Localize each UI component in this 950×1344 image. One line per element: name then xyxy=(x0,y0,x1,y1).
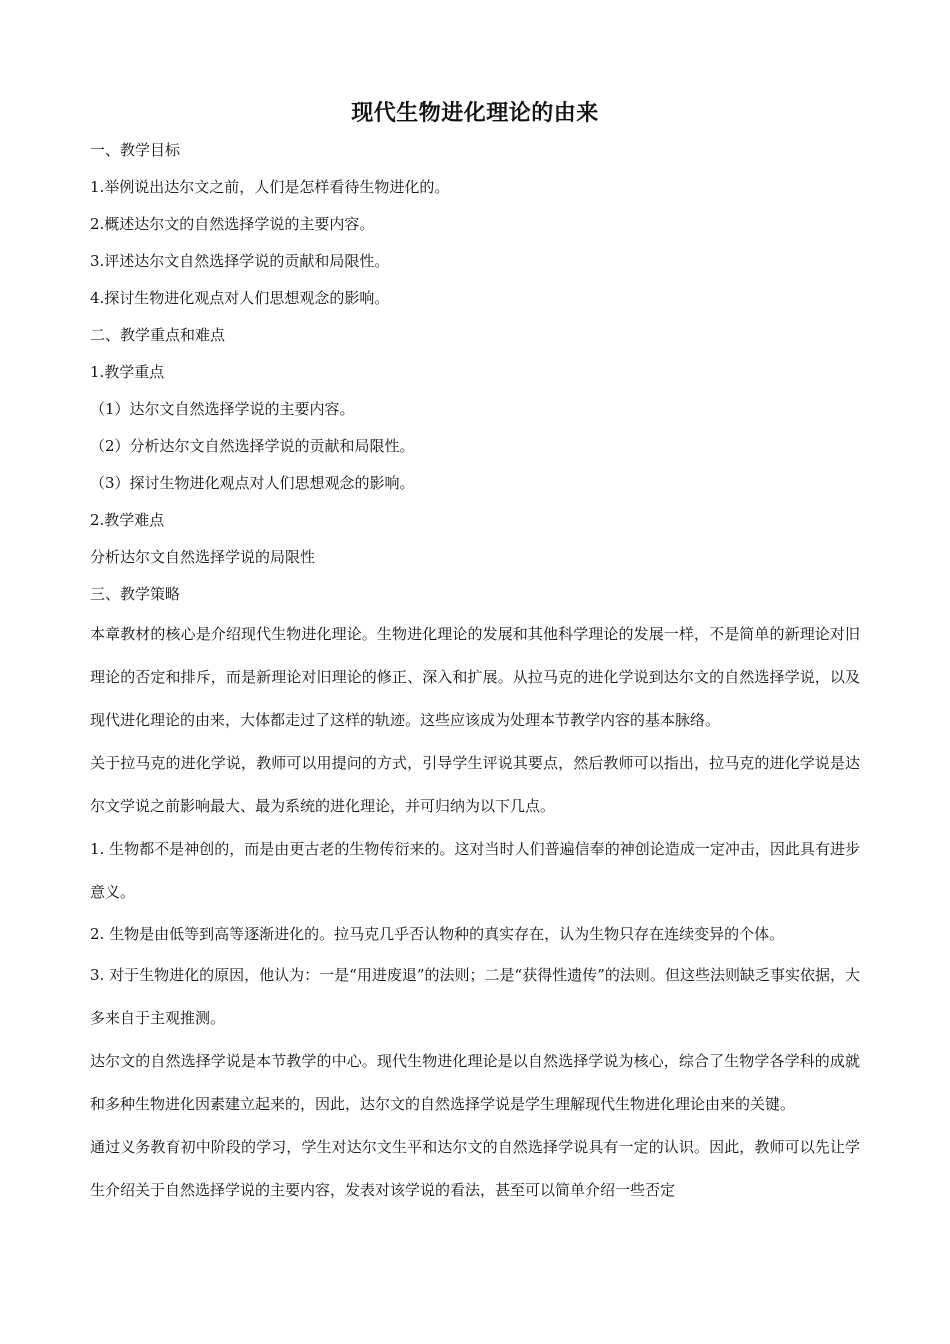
key-point-item: （3）探讨生物进化观点对人们思想观念的影响。 xyxy=(90,474,415,492)
goal-item: 3.评述达尔文自然选择学说的贡献和局限性。 xyxy=(90,252,390,270)
strategy-paragraph: 通过义务教育初中阶段的学习，学生对达尔文生平和达尔文的自然选择学说具有一定的认识。因此，教师可以先让学生介绍关于自然选择学说的主要内容，发表对该学说的看法，甚至可以简单介绍一些否定 xyxy=(90,1138,860,1199)
key-point-item: （2）分析达尔文自然选择学说的贡献和局限性。 xyxy=(90,437,415,455)
subheading-difficulty: 2.教学难点 xyxy=(90,511,165,529)
strategy-paragraph: 本章教材的核心是介绍现代生物进化理论。生物进化理论的发展和其他科学理论的发展一样，不是简单的新理论对旧理论的否定和排斥，而是新理论对旧理论的修正、深入和扩展。从拉马克的进化学说到达尔文的自然选择学说，以及现代进化理论的由来，大体都走过了这样的轨迹。这些应该成为处理本节教学内容的基本脉络。 xyxy=(90,625,860,729)
strategy-paragraph: 关于拉马克的进化学说，教师可以用提问的方式，引导学生评说其要点，然后教师可以指出，拉马克的进化学说是达尔文学说之前影响最大、最为系统的进化理论，并可归纳为以下几点。 xyxy=(90,754,860,815)
lamarck-point: 1. 生物都不是神创的，而是由更古老的生物传衍来的。这对当时人们普遍信奉的神创论造成一定冲击，因此具有进步意义。 xyxy=(90,840,860,901)
section-heading-strategy: 三、教学策略 xyxy=(90,585,181,603)
lamarck-point: 2. 生物是由低等到高等逐渐进化的。拉马克几乎否认物种的真实存在，认为生物只存在连续变异的个体。 xyxy=(90,925,785,943)
lamarck-point: 3. 对于生物进化的原因，他认为：一是“用进废退”的法则；二是“获得性遗传”的法则。但这些法则缺乏事实依据，大多来自于主观推测。 xyxy=(90,966,860,1027)
goal-item: 1.举例说出达尔文之前，人们是怎样看待生物进化的。 xyxy=(90,178,450,196)
page-title: 现代生物进化理论的由来 xyxy=(351,100,599,126)
section-heading-goals: 一、教学目标 xyxy=(90,141,181,159)
difficulty-text: 分析达尔文自然选择学说的局限性 xyxy=(90,548,316,566)
goal-item: 2.概述达尔文的自然选择学说的主要内容。 xyxy=(90,215,375,233)
goal-item: 4.探讨生物进化观点对人们思想观念的影响。 xyxy=(90,289,390,307)
document-page xyxy=(90,96,860,1212)
strategy-paragraph: 达尔文的自然选择学说是本节教学的中心。现代生物进化理论是以自然选择学说为核心，综合了生物学各学科的成就和多种生物进化因素建立起来的，因此，达尔文的自然选择学说是学生理解现代生物进化理论由来的关键。 xyxy=(90,1052,860,1113)
subheading-key-points: 1.教学重点 xyxy=(90,363,165,381)
section-heading-key-points: 二、教学重点和难点 xyxy=(90,326,226,344)
key-point-item: （1）达尔文自然选择学说的主要内容。 xyxy=(90,400,355,418)
